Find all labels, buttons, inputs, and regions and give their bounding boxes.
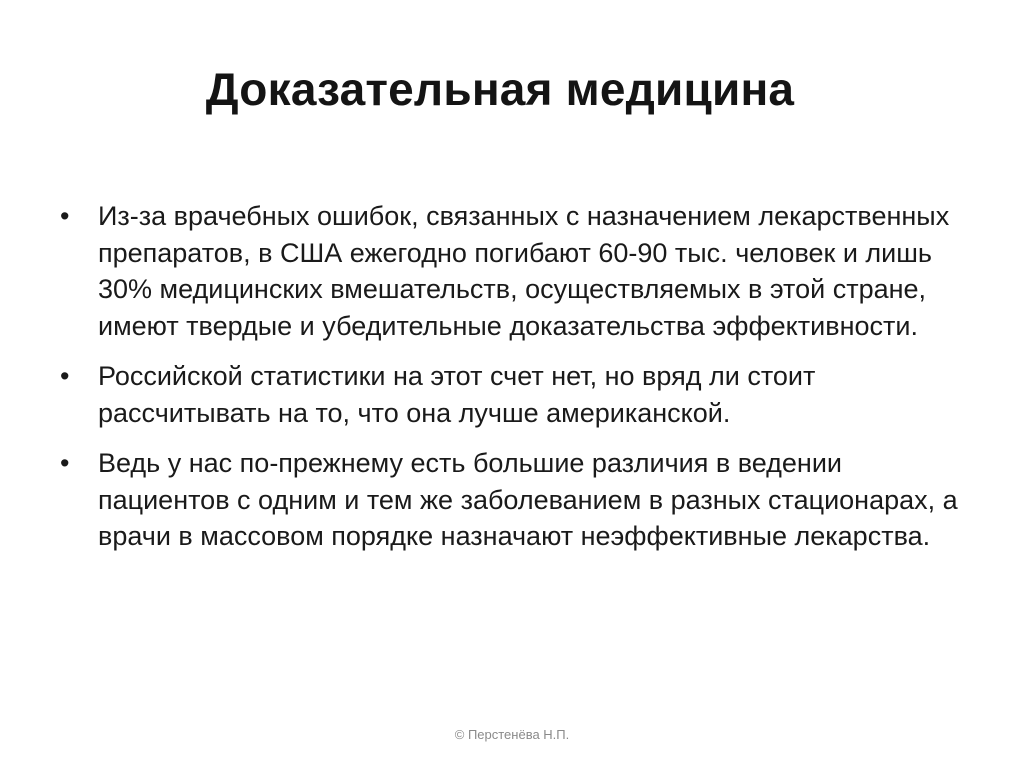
bullet-text: Российской статистики на этот счет нет, но вряд ли стоит рассчитывать на то, что она лучше американской. xyxy=(98,361,816,428)
bullet-text: Ведь у нас по-прежнему есть большие различия в ведении пациентов с одним и тем же заболеванием в разных стационарах, а врачи в массовом порядке назначают неэффективные лекарства. xyxy=(98,448,958,551)
bullet-item xyxy=(60,358,965,431)
copyright-footer: © Перстенёва Н.П. xyxy=(454,727,570,742)
bullet-marker: • xyxy=(60,448,70,478)
bullet-marker: • xyxy=(60,201,70,231)
bullet-text: Из-за врачебных ошибок, связанных с назначением лекарственных препаратов, в США ежегодно погибают 60-90 тыс. человек и лишь 30% медицинских вмешательств, осуществляемых в этой стране, имеют твердые и убедительные доказательства эффективности. xyxy=(98,201,950,341)
bullet-item xyxy=(60,198,965,344)
bullet-item xyxy=(60,445,965,555)
slide-title: Доказательная медицина xyxy=(205,63,795,115)
bullet-marker: • xyxy=(60,361,70,391)
bullet-list xyxy=(60,198,965,569)
